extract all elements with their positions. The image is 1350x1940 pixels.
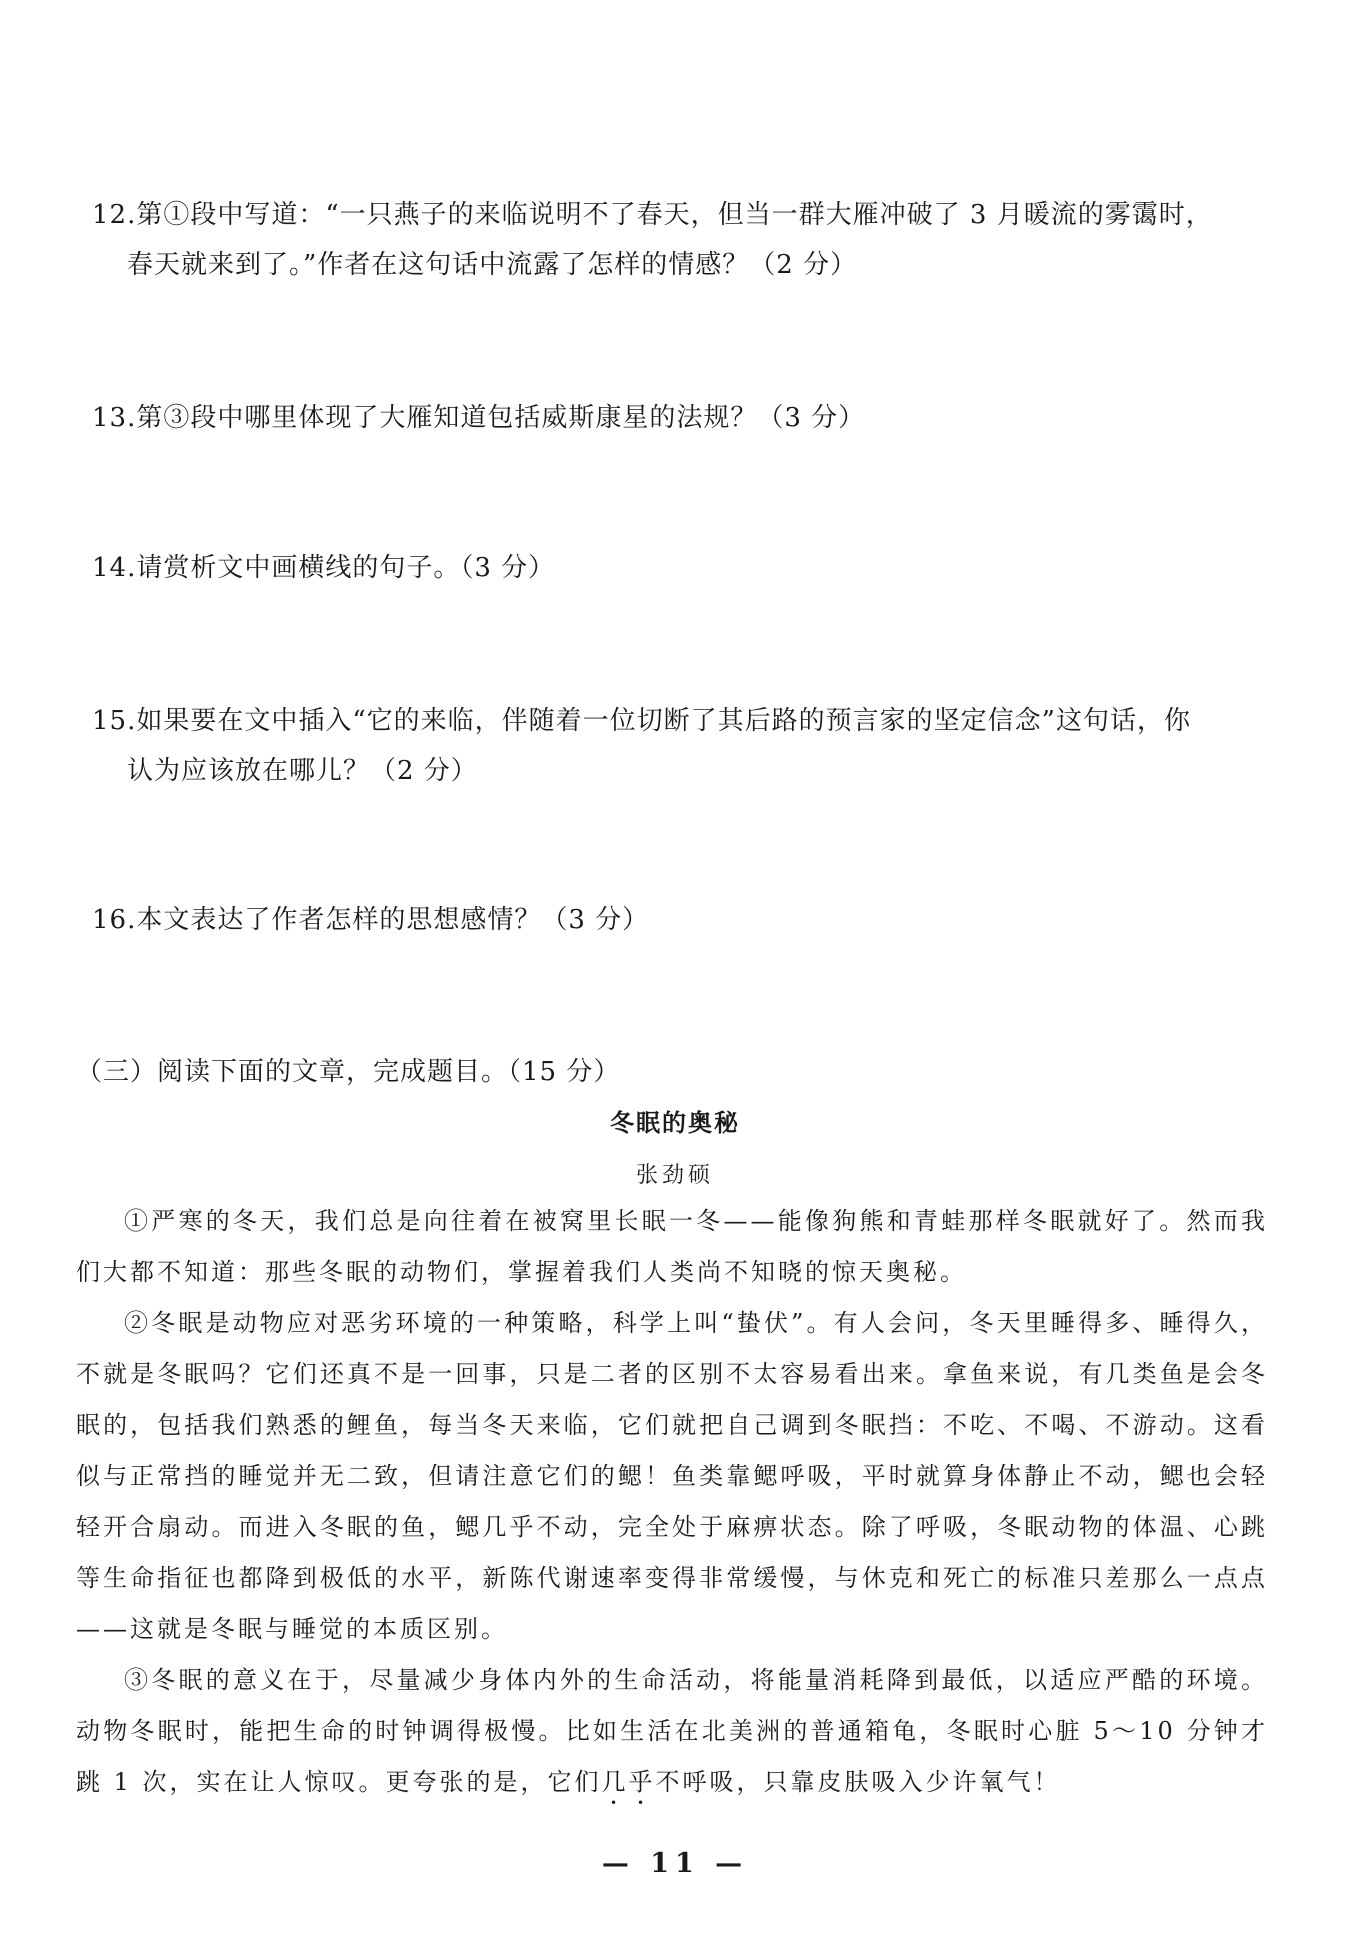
- question-text: 请赏析文中画横线的句子。（3 分）: [136, 553, 556, 583]
- question-12: [92, 190, 1262, 290]
- emphasized-text: 几乎: [601, 1768, 656, 1796]
- question-number: 12.: [92, 200, 137, 230]
- article-body: [76, 1196, 1268, 1810]
- question-text: 如果要在文中插入“它的来临，伴随着一位切断了其后路的预言家的坚定信念”这句话，你: [136, 706, 1191, 736]
- section-heading: （三）阅读下面的文章，完成题目。（15 分）: [76, 1057, 621, 1087]
- question-13: [92, 393, 1262, 443]
- question-15: [92, 696, 1262, 796]
- question-text: 本文表达了作者怎样的思想感情？（3 分）: [136, 905, 650, 935]
- question-number: 13.: [92, 403, 137, 433]
- question-14: [92, 543, 1262, 593]
- article-paragraph: [76, 1655, 1268, 1810]
- question-text: 第③段中哪里体现了大雁知道包括威斯康星的法规？（3 分）: [136, 403, 866, 433]
- article-paragraph: ②冬眠是动物应对恶劣环境的一种策略，科学上叫“蛰伏”。有人会问，冬天里睡得多、睡得久，不就是冬眠吗？它们还真不是一回事，只是二者的区别不太容易看出来。拿鱼来说，有几类鱼是会冬眠的，包括我们熟悉的鲤鱼，每当冬天来临，它们就把自己调到冬眠挡：不吃、不喝、不游动。这看似与正常挡的睡觉并无二致，但请注意它们的鳃！鱼类靠鳃呼吸，平时就算身体静止不动，鳃也会轻轻开合扇动。而进入冬眠的鱼，鳃几乎不动，完全处于麻痹状态。除了呼吸，冬眠动物的体温、心跳等生命指征也都降到极低的水平，新陈代谢速率变得非常缓慢，与休克和死亡的标准只差那么一点点——这就是冬眠与睡觉的本质区别。: [76, 1309, 1268, 1643]
- article-title: 冬眠的奥秘: [610, 1109, 740, 1137]
- question-text: 第①段中写道：“一只燕子的来临说明不了春天，但当一群大雁冲破了 3 月暖流的雾霭时，: [136, 200, 1213, 230]
- question-number: 16.: [92, 905, 137, 935]
- paragraph-text: 不呼吸，只靠皮肤吸入少许氧气！: [655, 1768, 1061, 1796]
- question-text-continued: 春天就来到了。”作者在这句话中流露了怎样的情感？（2 分）: [127, 250, 858, 280]
- page-number: — 11 —: [601, 1848, 749, 1879]
- question-number: 14.: [92, 553, 137, 583]
- question-text-continued: 认为应该放在哪儿？（2 分）: [127, 756, 478, 786]
- question-number: 15.: [92, 706, 137, 736]
- article-paragraph: ①严寒的冬天，我们总是向往着在被窝里长眠一冬——能像狗熊和青蛙那样冬眠就好了。然而我们大都不知道：那些冬眠的动物们，掌握着我们人类尚不知晓的惊天奥秘。: [76, 1207, 1268, 1286]
- article-author: 张劲硕: [635, 1163, 714, 1188]
- question-16: [92, 895, 1262, 945]
- paragraph-text: ③冬眠的意义在于，尽量减少身体内外的生命活动，将能量消耗降到最低，以适应严酷的环境。动物冬眠时，能把生命的时钟调得极慢。比如生活在北美洲的普通箱龟，冬眠时心脏 5～10 分钟才跳 1 次，实在让人惊叹。更夸张的是，它们: [76, 1666, 1268, 1796]
